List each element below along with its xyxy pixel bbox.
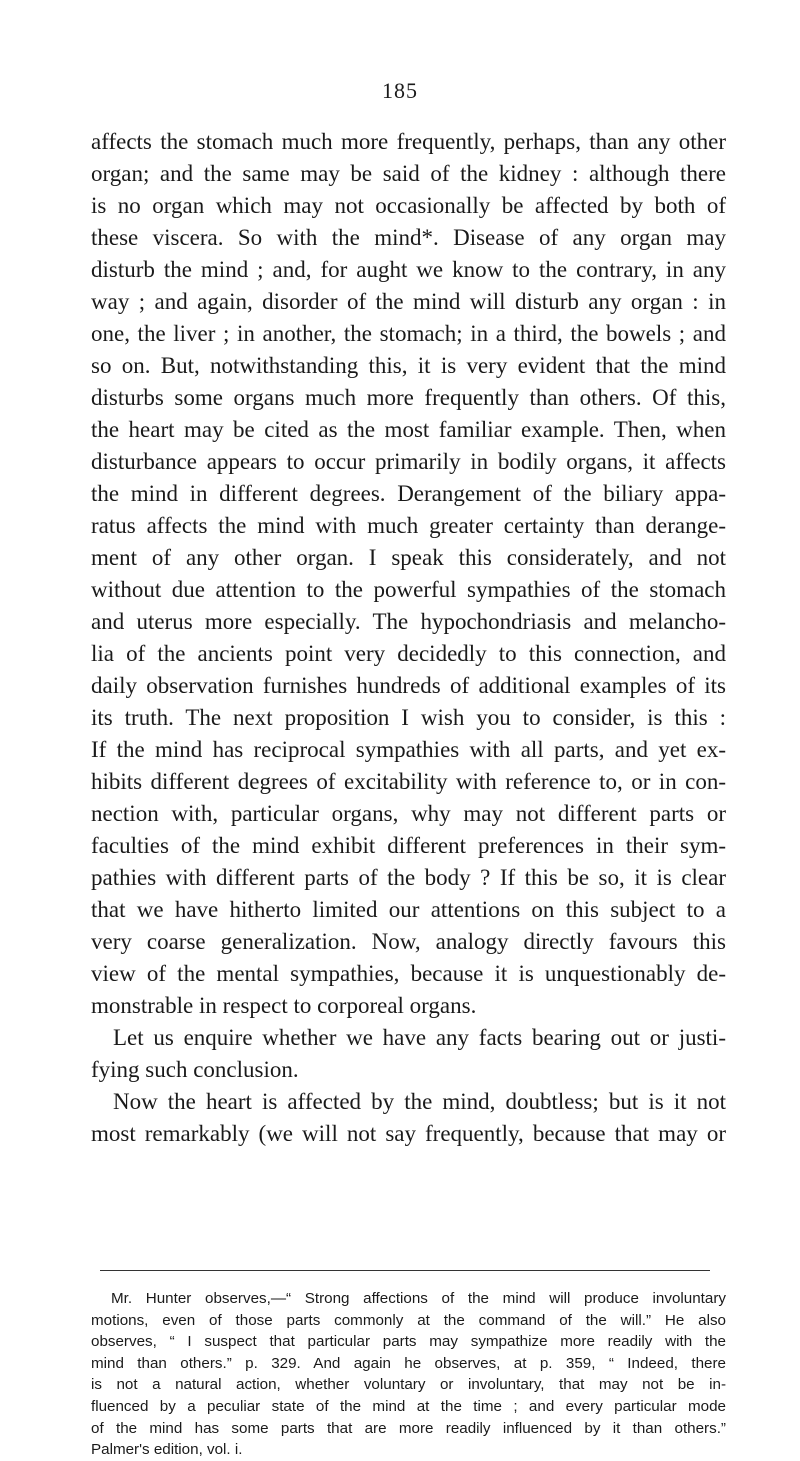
text-line: the heart may be cited as the most familiar example. Then, when [91,417,726,442]
text-line: disturbance appears to occur primarily in bodily organs, it affects [91,449,726,474]
text-line: daily observation furnishes hundreds of additional examples of its [91,673,726,698]
text-line: disturb the mind ; and, for aught we know to the contrary, in any [91,257,726,282]
footnote-line: motions, even of those parts commonly at the command of the will.” He also [91,1311,726,1329]
text-line: so on. But, notwithstanding this, it is very evident that the mind [91,353,726,378]
text-line: monstrable in respect to corporeal organs. [91,993,477,1018]
text-line: and uterus more especially. The hypochondriasis and melancho- [91,609,726,634]
text-line: one, the liver ; in another, the stomach; in a third, the bowels ; and [91,321,726,346]
text-line: is no organ which may not occasionally be affected by both of [91,193,726,218]
footnote-line: fluenced by a peculiar state of the mind at the time ; and every particular mode [91,1397,726,1415]
text-line: nection with, particular organs, why may not different parts or [91,801,726,826]
text-line: most remarkably (we will not say frequently, because that may or [91,1121,726,1146]
text-line: ratus affects the mind with much greater certainty than derange- [91,513,726,538]
text-line: pathies with different parts of the body ? If this be so, it is clear [91,865,726,890]
text-line: these viscera. So with the mind*. Disease of any organ may [91,225,726,250]
footnote-line: mind than others.” p. 329. And again he observes, at p. 359, “ Indeed, there [91,1354,726,1372]
text-line: ment of any other organ. I speak this considerately, and not [91,545,726,570]
text-line: faculties of the mind exhibit different preferences in their sym- [91,833,726,858]
footnote [91,1288,726,1461]
body-text [91,126,726,1150]
text-line: affects the stomach much more frequently, perhaps, than any other [91,129,726,154]
footnote-line: Palmer's edition, vol. i. [91,1441,243,1459]
text-line: If the mind has reciprocal sympathies with all parts, and yet ex- [91,737,726,762]
text-line: hibits different degrees of excitability with reference to, or in con- [91,769,726,794]
text-line: organ; and the same may be said of the kidney : although there [91,161,726,186]
footnote-line: is not a natural action, whether voluntary or involuntary, that may not be in- [91,1376,726,1394]
text-line: Let us enquire whether we have any facts bearing out or justi- [113,1025,726,1050]
page-number: 185 [382,78,418,103]
footnote-line: observes, “ I suspect that particular parts may sympathize more readily with the [91,1333,726,1351]
text-line: fying such conclusion. [91,1057,299,1082]
footnote-line: of the mind has some parts that are more readily influenced by it than others.” [91,1419,726,1437]
text-line: without due attention to the powerful sympathies of the stomach [91,577,726,602]
text-line: very coarse generalization. Now, analogy directly favours this [91,929,726,954]
text-line: lia of the ancients point very decidedly to this connection, and [91,641,726,666]
text-line: way ; and again, disorder of the mind will disturb any organ : in [91,289,726,314]
text-line: that we have hitherto limited our attentions on this subject to a [91,897,726,922]
text-line: Now the heart is affected by the mind, doubtless; but is it not [113,1089,726,1114]
footnote-divider [100,1270,710,1271]
text-line: the mind in different degrees. Derangement of the biliary appa- [91,481,726,506]
text-line: its truth. The next proposition I wish you to consider, is this : [91,705,726,730]
text-line: view of the mental sympathies, because it is unquestionably de- [91,961,726,986]
footnote-line: Mr. Hunter observes,—“ Strong affections of the mind will produce involuntary [111,1290,726,1307]
text-line: disturbs some organs much more frequently than others. Of this, [91,385,726,410]
